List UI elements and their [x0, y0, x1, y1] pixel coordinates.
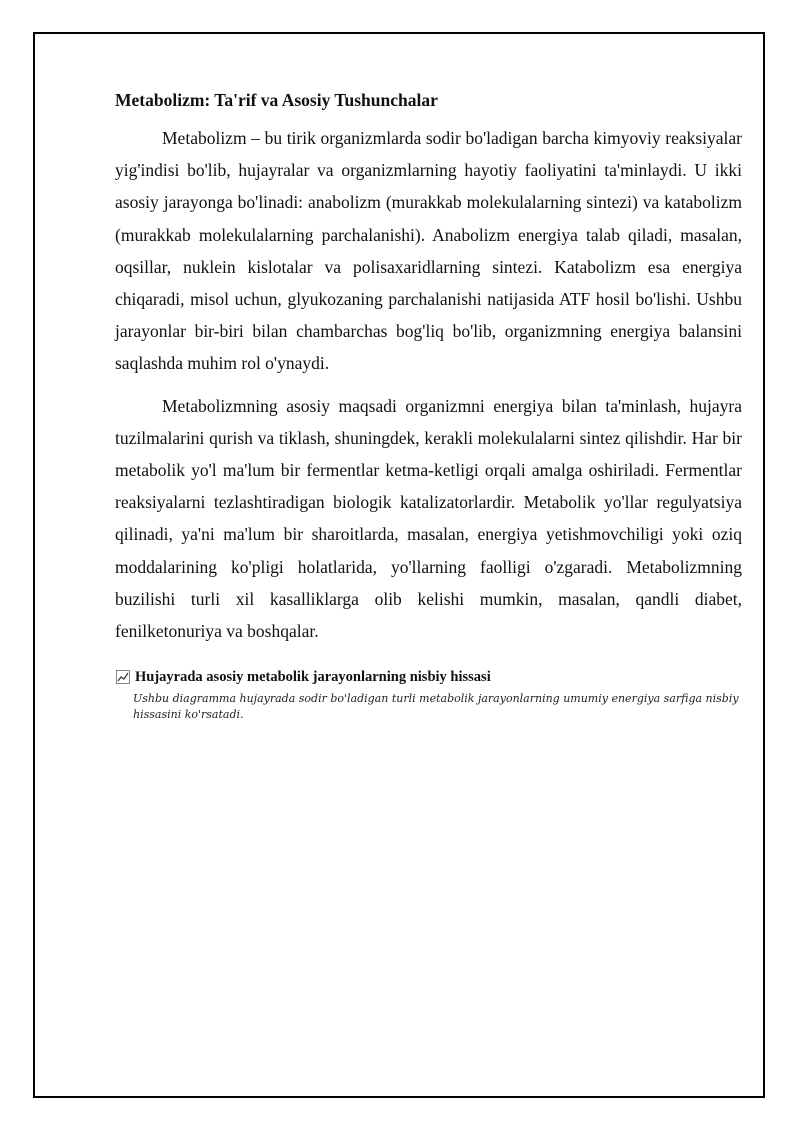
paragraph-definition: Metabolizm – bu tirik organizmlarda sodir bo'ladigan barcha kimyoviy reaksiyalar yig'indisi bo'lib, hujayralar va organizmlarning hayotiy faoliyatini ta'minlaydi. U ikki asosiy jarayonga bo'linadi: anabolizm (murakkab molekulalarning sintezi) va katabolizm (murakkab molekulalarning parchalanishi). Anabolizm energiya talab qiladi, masalan, oqsillar, nuklein kislotalar va polisaxaridlarning sintezi. Katabolizm esa energiya chiqaradi, misol uchun, glyukozaning parchalanishi natijasida ATF hosil bo'lishi. Ushbu jarayonlar bir-biri bilan chambarchas bog'liq bo'lib, organizmning energiya balansini saqlashda muhim rol o'ynaydi.	[115, 128, 742, 374]
chart-title: Hujayrada asosiy metabolik jarayonlarning nisbiy hissasi	[135, 669, 491, 686]
document-body	[115, 88, 742, 723]
chart-title-row	[115, 667, 742, 687]
document-heading: Metabolizm: Ta'rif va Asosiy Tushunchalar	[115, 90, 438, 110]
paragraph-purpose: Metabolizmning asosiy maqsadi organizmni energiya bilan ta'minlash, hujayra tuzilmalarini qurish va tiklash, shuningdek, kerakli molekulalarni sintez qilishdir. Har bir metabolik yo'l ma'lum bir fermentlar ketma-ketligi orqali amalga oshiriladi. Fermentlar reaksiyalarni tezlashtiradigan biologik katalizatorlardir. Metabolik yo'llar regulyatsiya qilinadi, ya'ni ma'lum bir sharoitlarda, masalan, energiya yetishmovchiligi yoki oziq moddalarining ko'pligi holatlarida, yo'llarning faolligi o'zgaradi. Metabolizmning buzilishi turli xil kasalliklarga olib kelishi mumkin, masalan, qandli diabet, fenilketonuriya va boshqalar.	[115, 395, 742, 642]
chart-section	[115, 667, 742, 723]
chart-increasing-icon	[115, 669, 131, 685]
chart-caption: Ushbu diagramma hujayrada sodir bo'ladigan turli metabolik jarayonlarning umumiy energiya sarfiga nisbiy hissasini ko'rsatadi.	[133, 692, 739, 722]
